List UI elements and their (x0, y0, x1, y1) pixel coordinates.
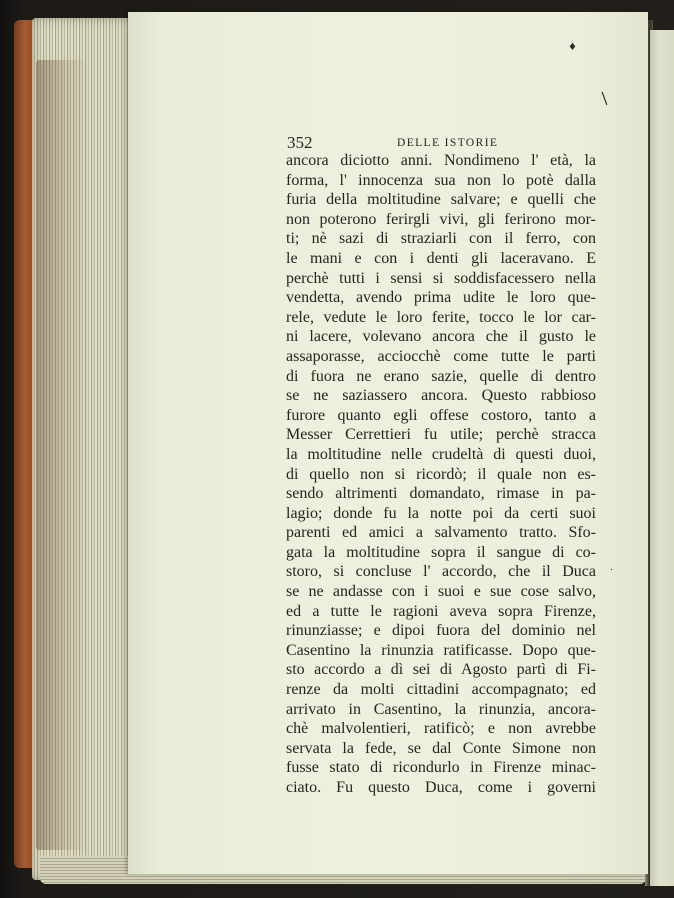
text-line: fusse stato di ricondurlo in Firenze minac- (286, 759, 596, 777)
text-line: sendo altrimenti domandato, rimase in pa- (286, 485, 596, 503)
text-line: sto accordo a dì sei di Agosto partì di Fi- (286, 661, 596, 679)
text-line: parenti ed amici a salvamento tratto. Sfo- (286, 524, 596, 542)
ink-speck: ♦ (568, 42, 577, 53)
text-line: perchè tutti i sensi si soddisfacessero nella (286, 269, 596, 287)
text-line: non poterono ferirgli vivi, gli ferirono mor- (286, 210, 596, 228)
page-edges-stain (36, 60, 88, 850)
text-line: ciato. Fu questo Duca, come i governi (286, 779, 596, 796)
text-line: la moltitudine nelle crudeltà di questi duoi, (286, 445, 596, 463)
text-line: ed a tutte le ragioni aveva sopra Firenze, (286, 602, 596, 620)
text-line: se ne saziassero ancora. Questo rabbioso (286, 387, 596, 405)
text-line: chè malvolentieri, ratificò; e non avrebbe (286, 720, 596, 738)
text-line: servata la fede, se dal Conte Simone non (286, 739, 596, 757)
page-body-text (286, 151, 596, 798)
text-line: furia della moltitudine salvare; e quelli che (286, 191, 596, 209)
text-line: ancora diciotto anni. Nondimeno l' età, la (286, 152, 596, 169)
text-line: assaporasse, acciocchè come tutte le parti (286, 347, 596, 365)
text-line: Messer Cerrettieri fu utile; perchè stracca (286, 426, 596, 444)
text-line: ni lacere, volevano ancora che il gusto le (286, 328, 596, 346)
ink-stroke: | (599, 89, 610, 107)
text-line: se ne andasse con i suoi e sue cose salvo, (286, 583, 596, 601)
running-head: DELLE ISTORIE (397, 137, 499, 149)
text-line: di quello non si ricordò; il quale non es- (286, 465, 596, 483)
text-line: arrivato in Casentino, la rinunzia, ancora- (286, 700, 596, 718)
text-line: vendetta, avendo prima udite le loro que- (286, 289, 596, 307)
text-line: rinunziasse; e dipoi fuora del dominio nel (286, 622, 596, 640)
text-line: Casentino la rinunzia ratificasse. Dopo que- (286, 641, 596, 659)
text-line: gata la moltitudine sopra il sangue di co- (286, 543, 596, 561)
text-line: furore quanto egli offese costoro, tanto a (286, 406, 596, 424)
page-number: 352 (287, 133, 313, 152)
text-line: rele, vedute le loro ferite, tocco le lor car- (286, 308, 596, 326)
text-line: renze da molti cittadini accompagnato; ed (286, 681, 596, 699)
text-line: storo, si concluse l' accordo, che il Duca (286, 563, 596, 581)
text-line: ti; nè sazi di straziarli con il ferro, con (286, 230, 596, 248)
text-line: le mani e con i denti gli laceravano. E (286, 249, 596, 267)
facing-page-sliver (650, 30, 674, 886)
text-line: di fuora ne erano sazie, quelle di dentro (286, 367, 596, 385)
text-line: forma, l' innocenza sua non lo potè dalla (286, 171, 596, 189)
ink-speck: · (610, 565, 614, 576)
page-header (287, 133, 607, 153)
text-line: lagio; donde fu la notte poi da certi suoi (286, 504, 596, 522)
